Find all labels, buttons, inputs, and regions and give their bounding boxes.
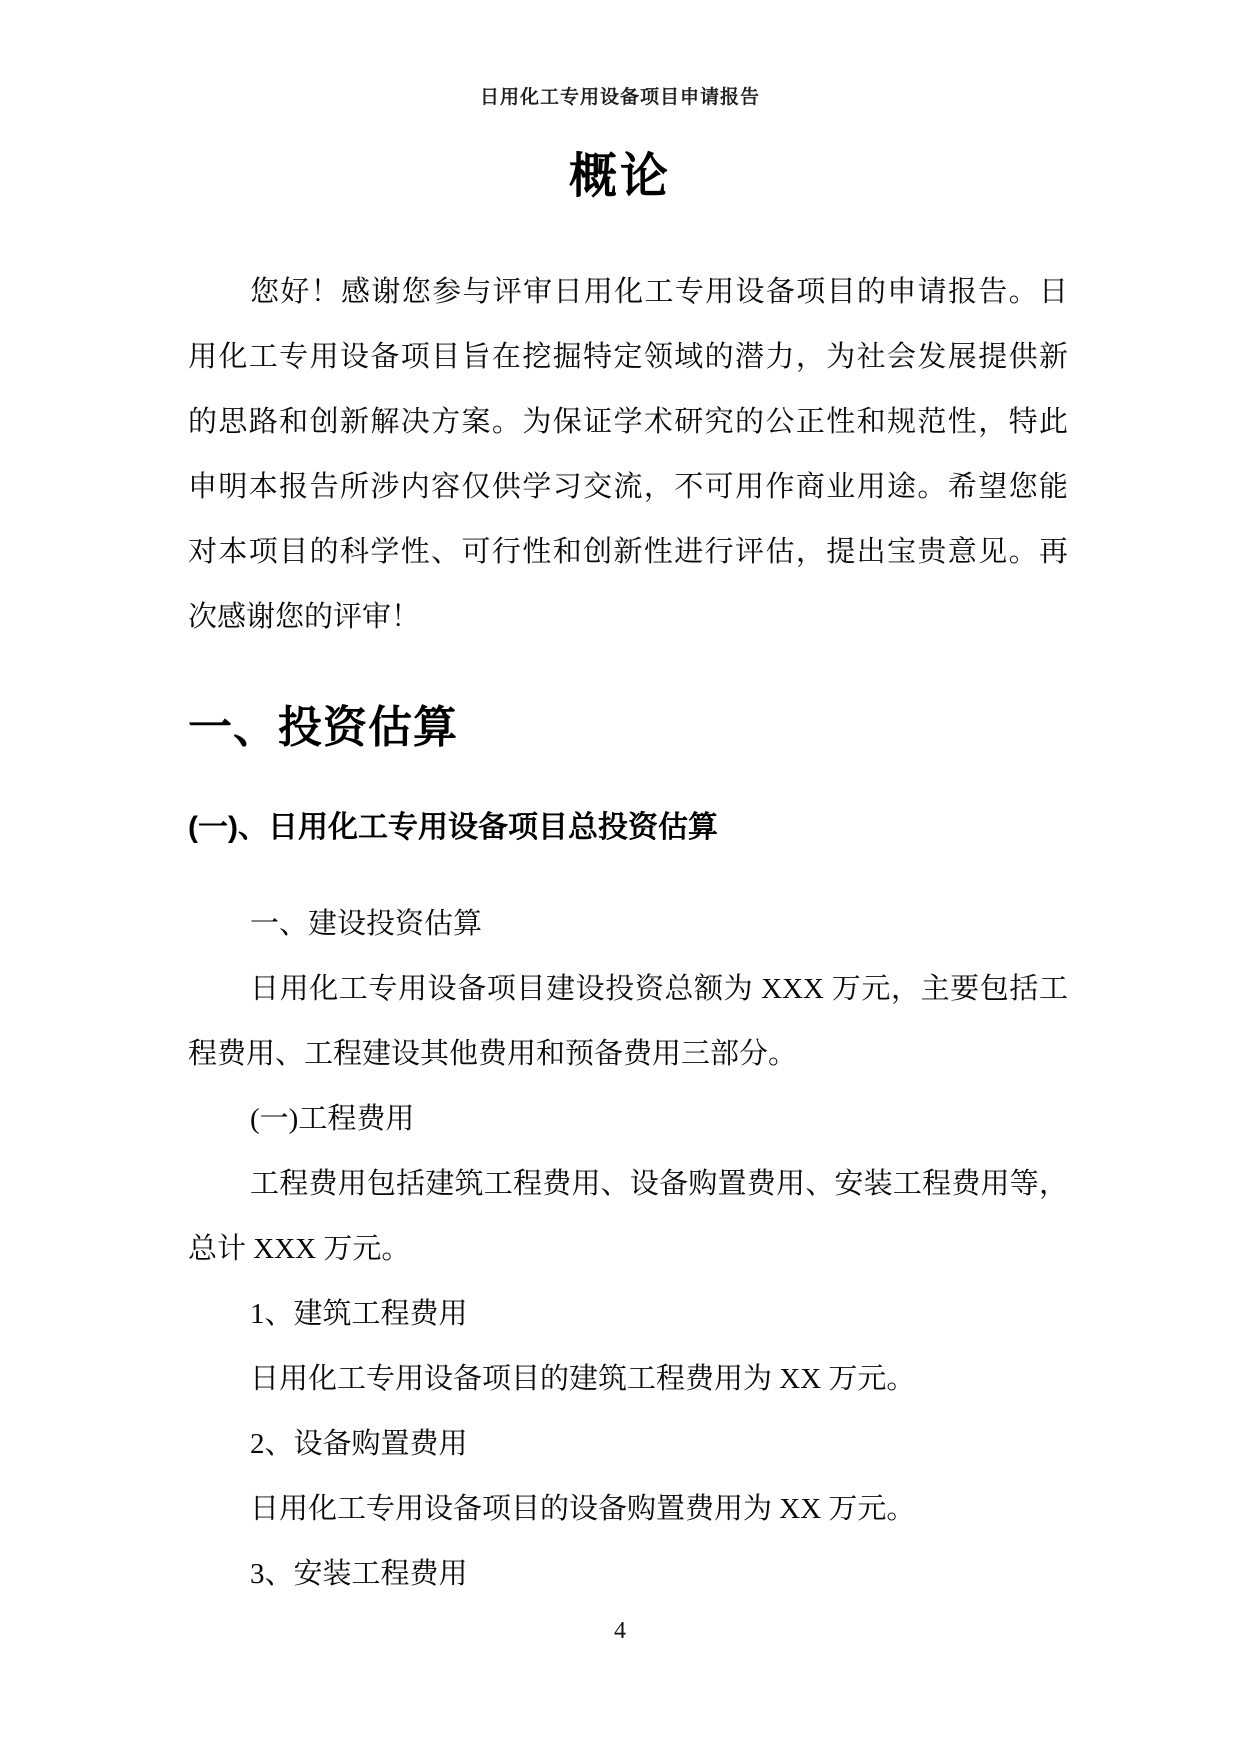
body-line: 日用化工专用设备项目的设备购置费用为 XX 万元。 <box>250 1493 916 1525</box>
body-line: 1、建筑工程费用 <box>250 1298 468 1330</box>
intro-line: 您好！感谢您参与评审日用化工专用设备项目的申请报告。日 <box>250 276 1068 308</box>
body-line: 一、建设投资估算 <box>250 908 483 940</box>
intro-line: 对本项目的科学性、可行性和创新性进行评估，提出宝贵意见。再 <box>188 536 1068 568</box>
body-line: 日用化工专用设备项目建设投资总额为 XXX 万元，主要包括工 <box>250 973 1068 1005</box>
page-number: 4 <box>614 1618 626 1644</box>
intro-line: 次感谢您的评审！ <box>188 601 421 633</box>
body-line: 日用化工专用设备项目的建筑工程费用为 XX 万元。 <box>250 1363 916 1395</box>
intro-paragraph <box>188 260 1068 650</box>
body-line: 2、设备购置费用 <box>250 1428 468 1460</box>
section-heading-2: (一)、日用化工专用设备项目总投资估算 <box>188 811 718 844</box>
body-line: 3、安装工程费用 <box>250 1558 468 1590</box>
body-line: (一)工程费用 <box>250 1103 415 1135</box>
section-body <box>188 892 1068 1607</box>
intro-line: 的思路和创新解决方案。为保证学术研究的公正性和规范性，特此 <box>188 406 1068 438</box>
intro-line: 申明本报告所涉内容仅供学习交流，不可用作商业用途。希望您能 <box>188 471 1068 503</box>
page-header: 日用化工专用设备项目申请报告 <box>479 87 760 108</box>
document-body <box>188 260 1068 1607</box>
document-title: 概论 <box>568 150 671 203</box>
section-heading-1: 一、投资估算 <box>188 703 458 752</box>
body-line: 程费用、工程建设其他费用和预备费用三部分。 <box>188 1038 798 1070</box>
intro-line: 用化工专用设备项目旨在挖掘特定领域的潜力，为社会发展提供新 <box>188 341 1068 373</box>
body-line: 工程费用包括建筑工程费用、设备购置费用、安装工程费用等， <box>250 1168 1068 1200</box>
body-line: 总计 XXX 万元。 <box>188 1233 411 1265</box>
